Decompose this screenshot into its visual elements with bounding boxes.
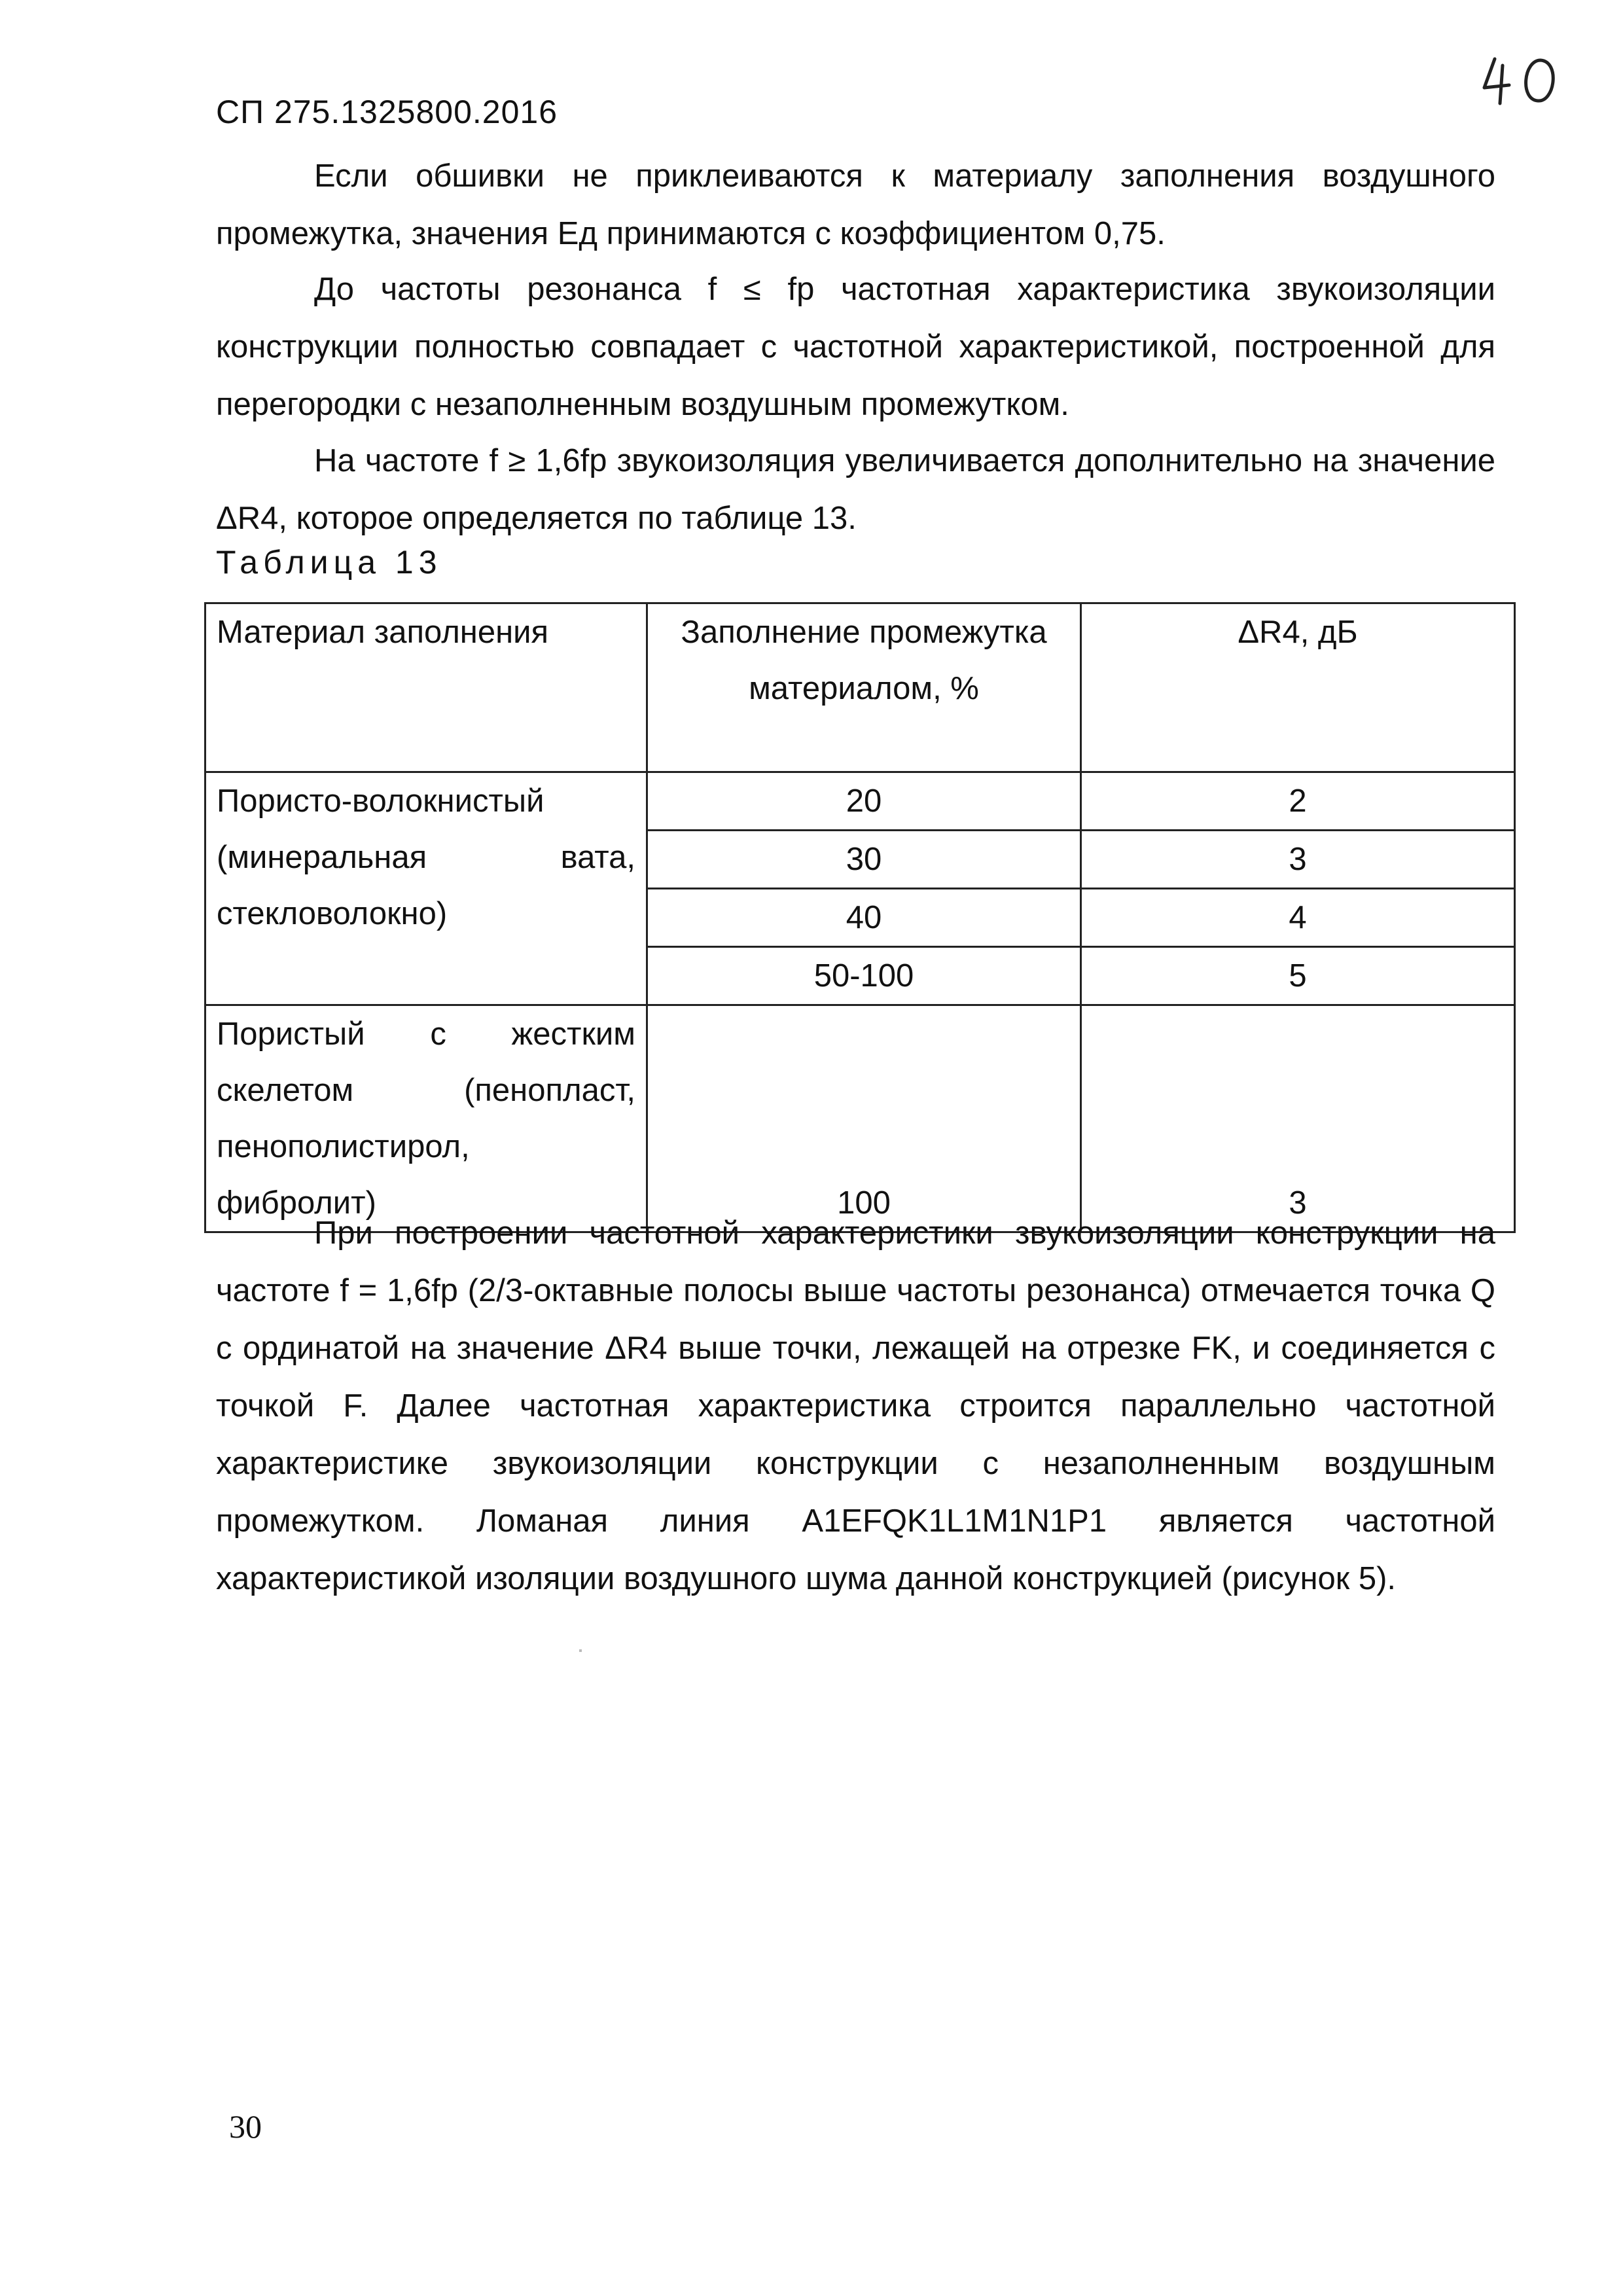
- table-header-row: [205, 603, 1515, 772]
- handwritten-page-number: [1480, 54, 1565, 106]
- document-code: СП 275.1325800.2016: [216, 94, 558, 130]
- material-cell-fibrous: Пористо-волокнистый (минеральная вата, стекловолокно): [205, 772, 647, 1005]
- fill-cell: 100: [647, 1005, 1081, 1232]
- paragraph-1: Если обшивки не приклеиваются к материалу заполнения воздушного промежутка, значения Eд принимаются с коэффициентом 0,75.: [216, 158, 1495, 251]
- delta-cell: 3: [1081, 1005, 1515, 1232]
- delta-cell: 4: [1081, 889, 1515, 947]
- table-row: [205, 1005, 1515, 1232]
- material-cell-rigid: Пористый с жестким скелетом (пенопласт, пенополистирол, фибролит): [205, 1005, 647, 1232]
- delta-cell: 5: [1081, 947, 1515, 1005]
- fill-cell: 30: [647, 831, 1081, 889]
- page-number: 30: [229, 2108, 262, 2145]
- header-delta-r4: ΔR4, дБ: [1081, 603, 1515, 772]
- table-caption: Таблица 13: [216, 544, 442, 581]
- paragraph-3: На частоте f ≥ 1,6fр звукоизоляция увеличивается дополнительно на значение ΔR4, которое определяется по таблице 13.: [216, 443, 1495, 536]
- fill-cell: 50-100: [647, 947, 1081, 1005]
- table-13: [204, 602, 1516, 1233]
- paragraph-2: До частоты резонанса f ≤ fр частотная характеристика звукоизоляции конструкции полностью совпадает с частотной характеристикой, построенной для перегородки с незаполненным воздушным промежутком.: [216, 272, 1495, 422]
- header-material: Материал заполнения: [205, 603, 647, 772]
- fill-cell: 40: [647, 889, 1081, 947]
- table-row: [205, 772, 1515, 831]
- paragraph-after-table: При построении частотной характеристики звукоизоляции конструкции на частоте f = 1,6fр (2/3-октавные полосы выше частоты резонанса) отмечается точка Q с ординатой на значение ΔR4 выше точки, лежащей на отрезке FK, и соединяется с точкой F. Далее частотная характеристика строится параллельно частотной характеристике звукоизоляции конструкции с незаполненным воздушным промежутком. Ломаная линия A1EFQK1L1M1N1P1 является частотной характеристикой изоляции воздушного шума данной конструкцией (рисунок 5).: [216, 1215, 1495, 1596]
- header-fill: Заполнение промежутка материалом, %: [647, 603, 1081, 772]
- delta-cell: 2: [1081, 772, 1515, 831]
- fill-cell: 20: [647, 772, 1081, 831]
- delta-cell: 3: [1081, 831, 1515, 889]
- scan-speck: [579, 1649, 582, 1652]
